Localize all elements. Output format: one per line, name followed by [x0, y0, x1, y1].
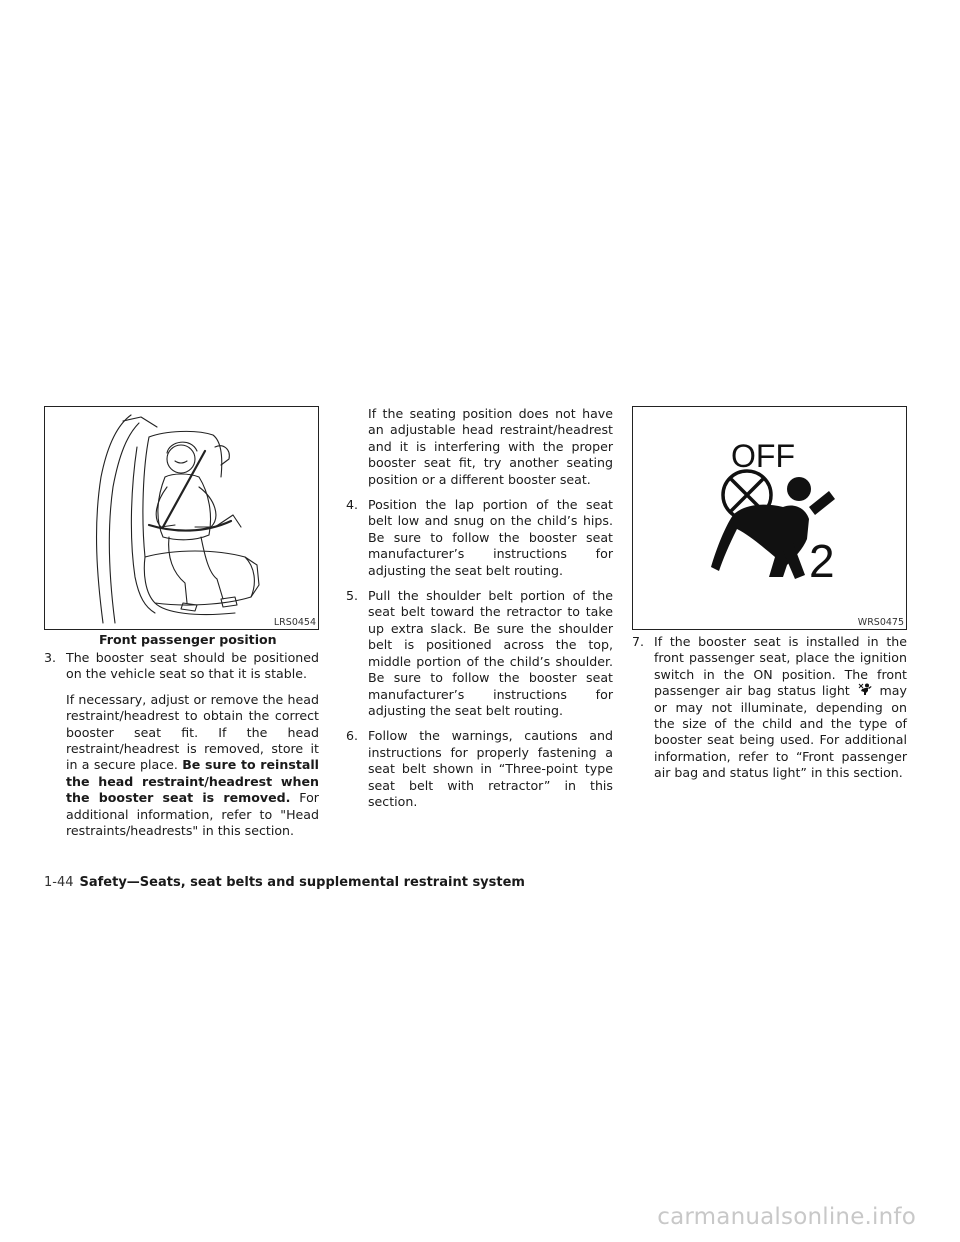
figure-airbag-status — [632, 406, 907, 630]
list-item-7 — [632, 634, 907, 782]
column-2 — [346, 406, 613, 810]
bold-warning: Be sure to reinstall the head restraint/headrest when the booster seat is removed. — [66, 757, 319, 806]
column-1 — [44, 650, 319, 839]
list-number: 4. — [346, 497, 359, 513]
list-text: Position the lap portion of the seat belt low and snug on the child’s hips. Be sure to follow the booster seat manufacturer’s instructions for adjusting the seat belt routing. — [368, 497, 613, 578]
list-text: Follow the warnings, cautions and instructions for properly fastening a seat belt shown in “Three-point type seat belt with retractor” in this section. — [368, 728, 613, 809]
figure-caption: Front passenger position — [99, 632, 277, 647]
section-title: Safety—Seats, seat belts and supplemental restraint system — [79, 875, 525, 890]
column-3 — [632, 634, 907, 782]
list-number: 6. — [346, 728, 359, 744]
paragraph-head-restraint: If necessary, adjust or remove the head restraint/headrest to obtain the correct booster seat fit. If the head restraint/headrest is removed, store it in a secure place. Be sure to reinstall the head restraint/headrest when the booster seat is removed. For additional information, refer to "Head restraints/headrests" in this section. — [66, 691, 319, 839]
airbag-status-light-icon — [858, 683, 872, 696]
list-text: If the booster seat is installed in the front passenger seat, place the ignition switch in the ON position. The front passenger air bag status light may or may not illuminate, depending on the size of the child and the type of booster seat being used. For additional information, refer to “Front passenger air bag and status light” in this section. — [654, 634, 907, 781]
list-number: 3. — [44, 650, 57, 665]
airbag-off-indicator-illustration — [633, 407, 906, 629]
list-item-6 — [346, 728, 613, 810]
page-number: 1-44 — [44, 875, 74, 890]
list-number: 5. — [346, 588, 359, 604]
seat-number: 2 — [809, 535, 835, 587]
list-text: Pull the shoulder belt portion of the seat belt toward the retractor to take up extra slack. Be sure the shoulder belt is positioned across the top, middle portion of the child’s shoulder. Be sure to follow the booster seat manufacturer’s instructions for adjusting the seat belt routing. — [368, 588, 613, 718]
list-item-5 — [346, 588, 613, 719]
list-item-3 — [44, 650, 319, 683]
figure-booster-seat — [44, 406, 319, 630]
list-text: The booster seat should be positioned on the vehicle seat so that it is stable. — [66, 650, 319, 682]
child-booster-seat-illustration — [45, 407, 318, 629]
figure-code: LRS0454 — [273, 617, 316, 628]
watermark: carmanualsonline.info — [657, 1204, 916, 1230]
paragraph-continued: If the seating position does not have an adjustable head restraint/headrest and it is interfering with the proper booster seat fit, try another seating position or a different booster seat. — [368, 406, 613, 487]
off-label: OFF — [731, 438, 795, 474]
page-footer — [44, 875, 525, 890]
list-item-4 — [346, 497, 613, 579]
figure-code: WRS0475 — [857, 617, 904, 628]
list-number: 7. — [632, 634, 645, 649]
